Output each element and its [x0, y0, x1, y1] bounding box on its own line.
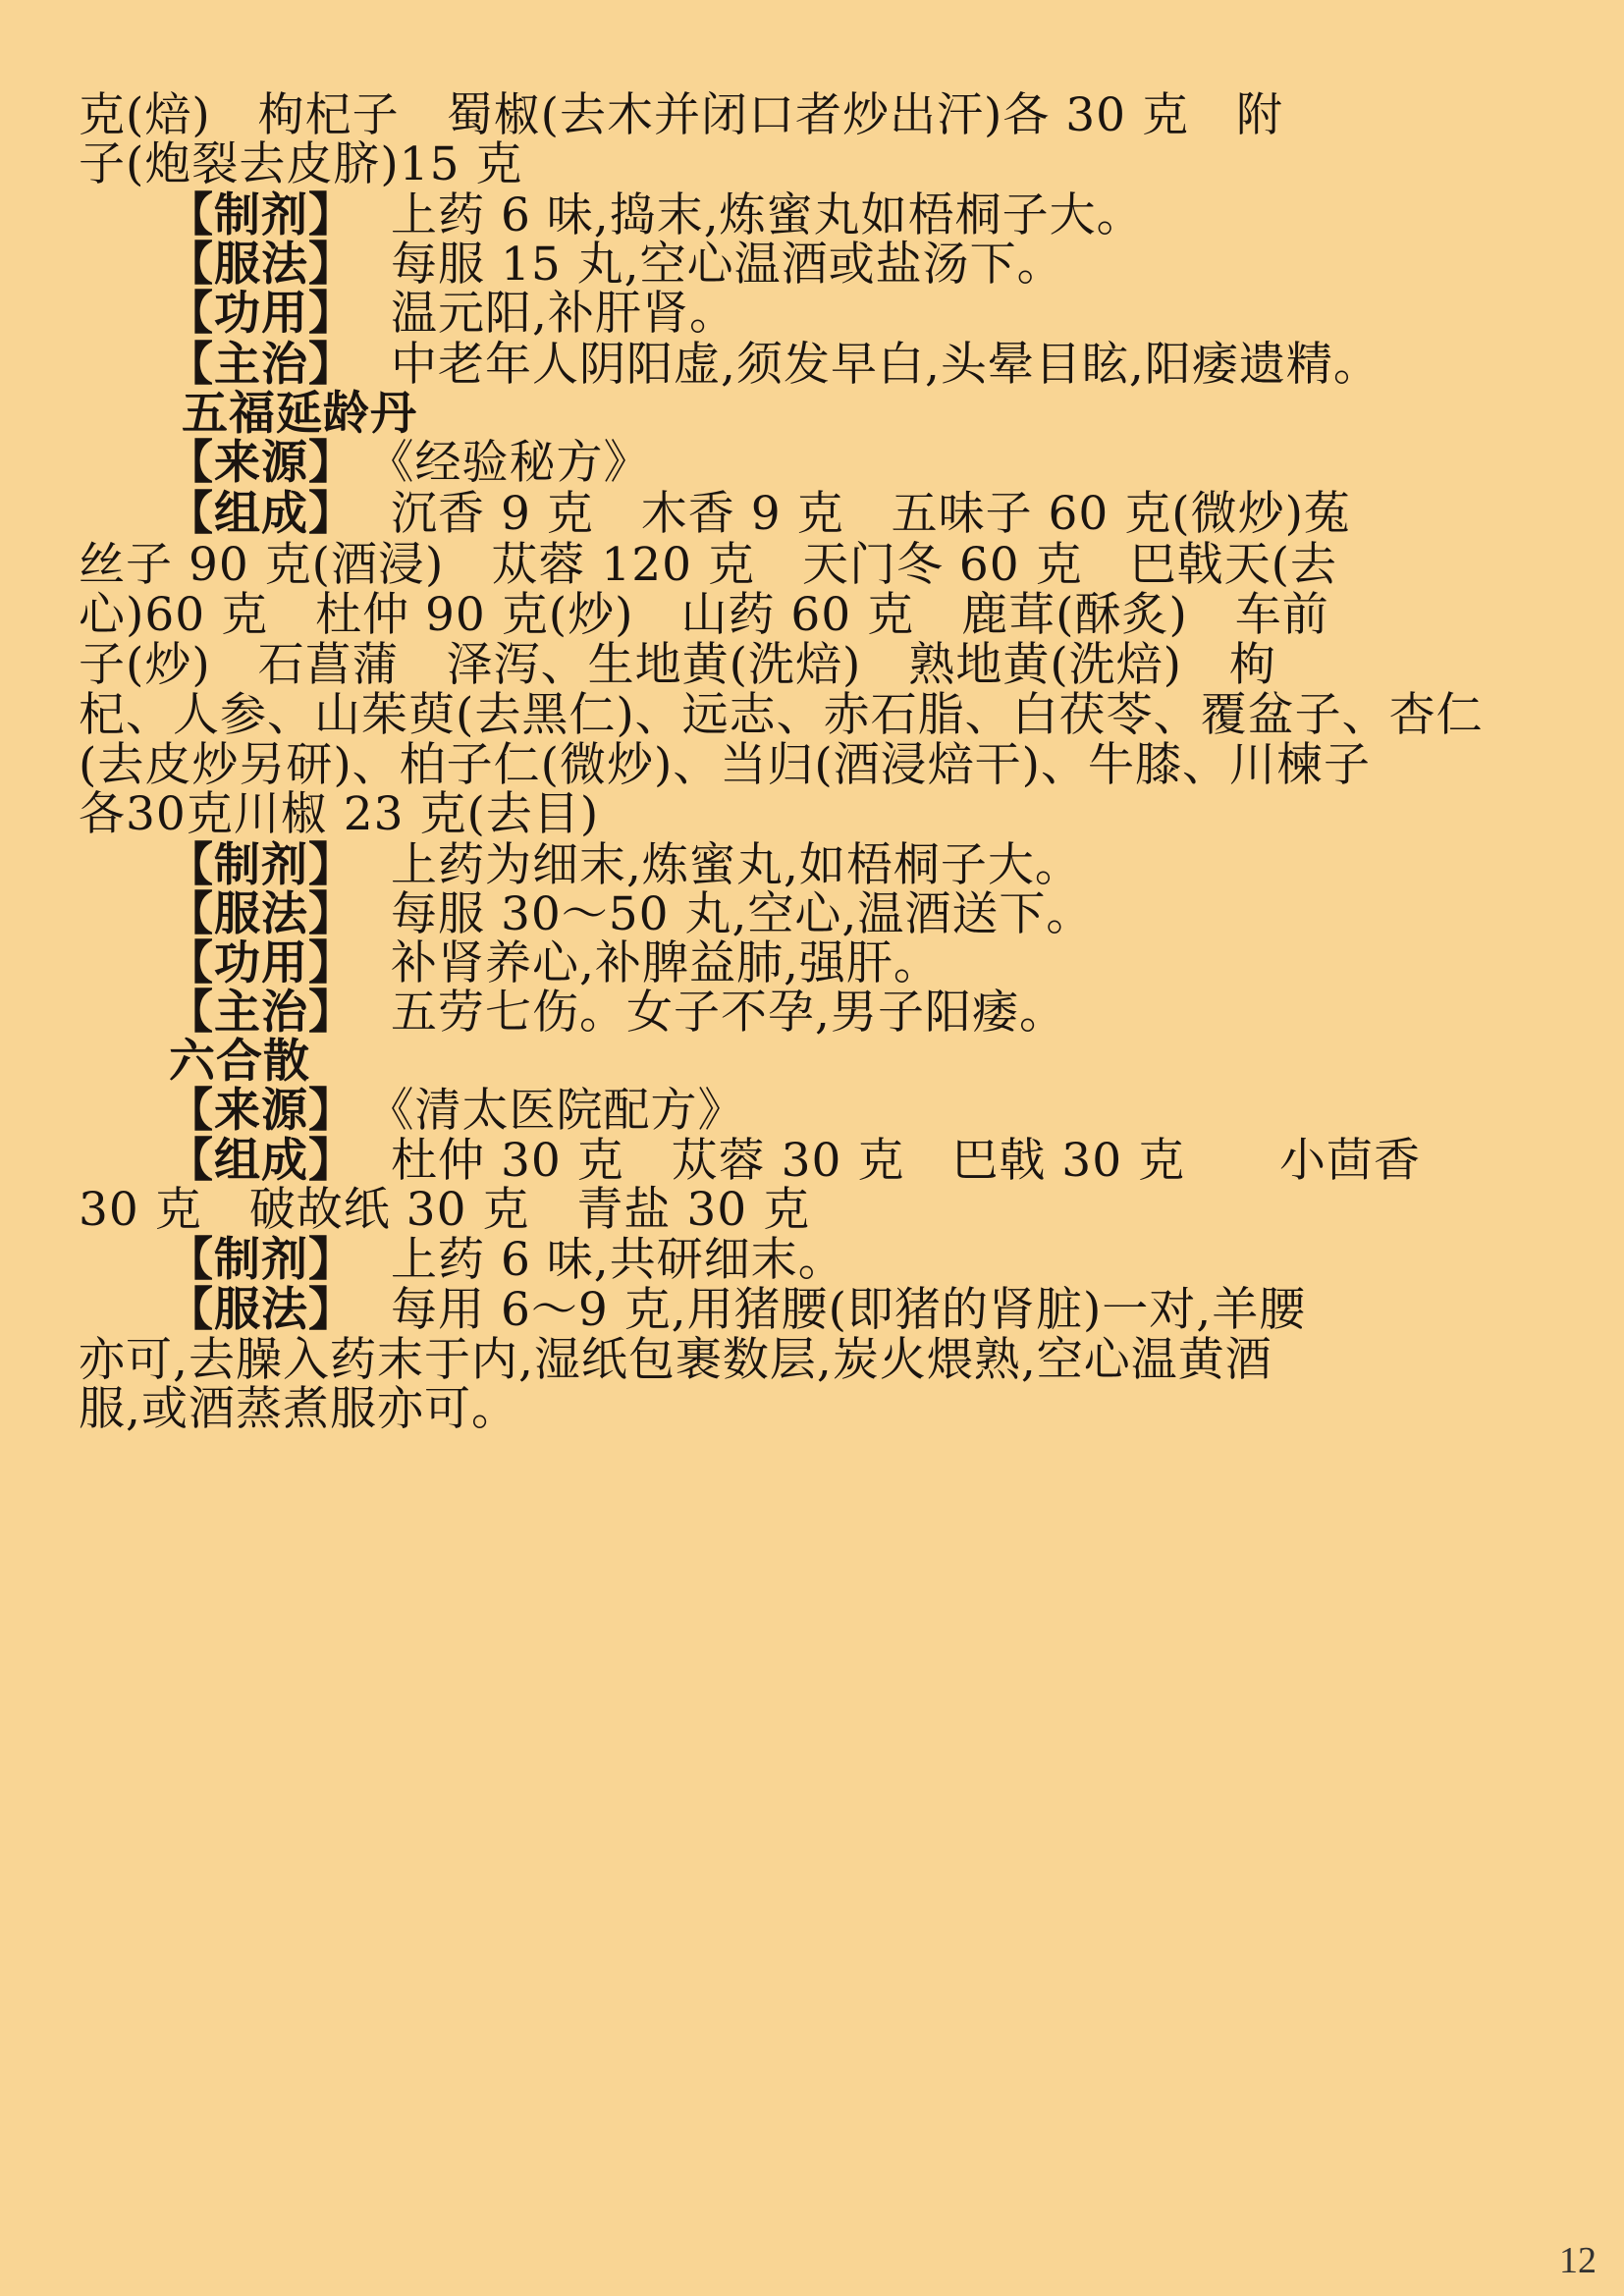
section-text: 每服 15 丸,空心温酒或盐汤下。 [391, 238, 1064, 292]
text-line: 克(焙) 枸杞子 蜀椒(去木并闭口者炒出汗)各 30 克 附 [79, 88, 1284, 142]
section-text: 《经验秘方》 [391, 436, 651, 490]
text-line: 子(炒) 石菖蒲 泽泻、生地黄(洗焙) 熟地黄(洗焙) 枸 [79, 638, 1277, 692]
section-label: 【组成】 [167, 1134, 355, 1188]
text-line: 30 克 破故纸 30 克 青盐 30 克 [79, 1183, 811, 1237]
section-label: 【服法】 [167, 238, 355, 292]
page-number: 12 [1559, 2240, 1597, 2281]
section-label: 【制剂】 [167, 838, 355, 892]
section-text: 中老年人阴阳虚,须发早白,头晕目眩,阳痿遗精。 [391, 338, 1380, 392]
section-label: 【服法】 [167, 1283, 355, 1337]
section-text: 每服 30～50 丸,空心,温酒送下。 [391, 887, 1094, 941]
text-line: (去皮炒另研)、柏子仁(微炒)、当归(酒浸焙干)、牛膝、川楝子 [79, 738, 1372, 792]
section-gongyong [167, 285, 1443, 344]
section-text: 补肾养心,补脾益肺,强肝。 [391, 936, 941, 990]
section-text: 沉香 9 克 木香 9 克 五味子 60 克(微炒)菟 [391, 487, 1351, 541]
recipe-title: 六合散 [169, 1035, 310, 1089]
text-line: 各30克川椒 23 克(去目) [79, 787, 600, 841]
section-label: 【制剂】 [167, 188, 355, 242]
section-text: 上药为细末,炼蜜丸,如梧桐子大。 [391, 838, 1082, 892]
section-text: 上药 6 味,共研细末。 [391, 1233, 845, 1287]
section-text: 上药 6 味,捣末,炼蜜丸如梧桐子大。 [391, 188, 1144, 242]
section-text: 温元阳,补肝肾。 [391, 287, 736, 341]
section-text: 五劳七伤。女子不孕,男子阳痿。 [391, 986, 1066, 1040]
section-label: 【来源】 [167, 1084, 355, 1138]
section-text: 每用 6～9 克,用猪腰(即猪的肾脏)一对,羊腰 [391, 1283, 1307, 1337]
section-label: 【功用】 [167, 936, 355, 990]
text-line: 丝子 90 克(酒浸) 苁蓉 120 克 天门冬 60 克 巴戟天(去 [79, 538, 1337, 592]
text-line: 服,或酒蒸煮服亦可。 [79, 1382, 518, 1436]
section-label: 【主治】 [167, 338, 355, 392]
text-line: 心)60 克 杜仲 90 克(炒) 山药 60 克 鹿茸(酥炙) 车前 [79, 588, 1329, 642]
recipe-title: 五福延龄丹 [182, 387, 417, 441]
text-line: 杞、人参、山茱萸(去黑仁)、远志、赤石脂、白茯苓、覆盆子、杏仁 [79, 688, 1484, 742]
text-line: 亦可,去臊入药末于内,湿纸包裹数层,炭火煨熟,空心温黄酒 [79, 1333, 1272, 1387]
section-label: 【制剂】 [167, 1233, 355, 1287]
section-label: 【组成】 [167, 487, 355, 541]
text-line: 子(炮裂去皮脐)15 克 [79, 137, 523, 191]
section-label: 【来源】 [167, 436, 355, 490]
section-text: 杜仲 30 克 苁蓉 30 克 巴戟 30 克 小茴香 [391, 1134, 1422, 1188]
section-text: 《清太医院配方》 [391, 1084, 745, 1138]
section-zucheng [167, 485, 1443, 544]
section-label: 【功用】 [167, 287, 355, 341]
section-laiyuan [167, 434, 1443, 493]
section-label: 【服法】 [167, 887, 355, 941]
section-label: 【主治】 [167, 986, 355, 1040]
